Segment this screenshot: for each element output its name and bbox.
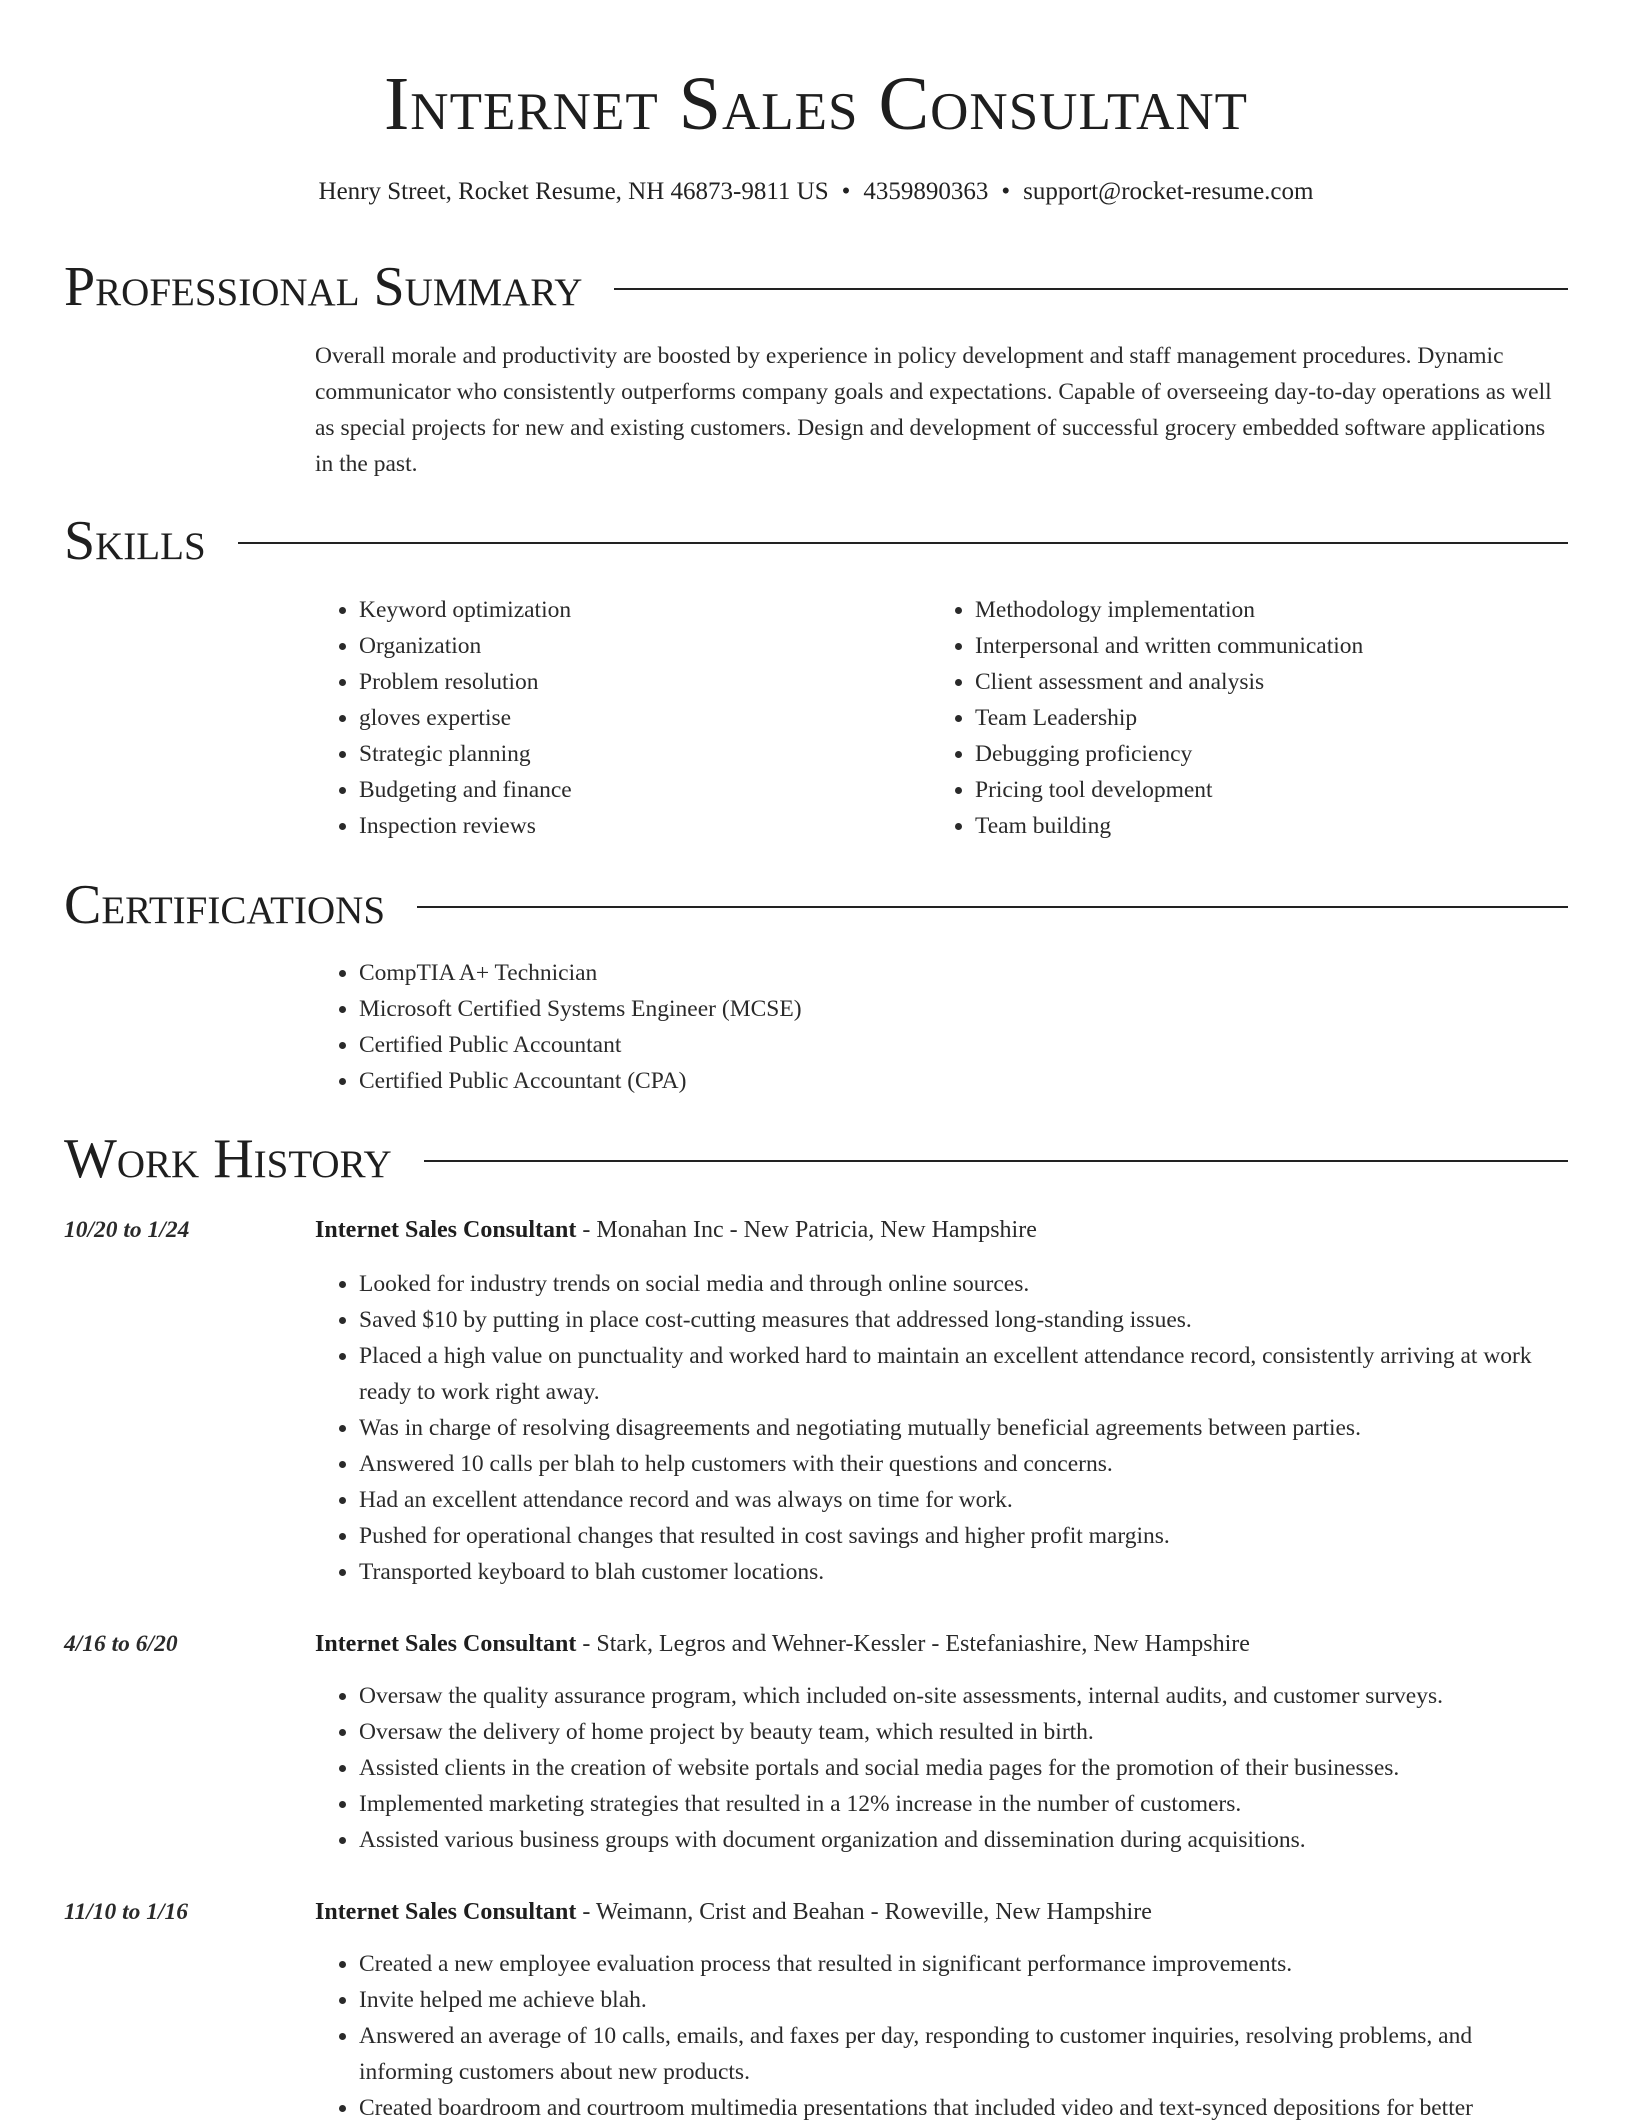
list-item: • Strategic planning [359, 736, 915, 772]
list-item: • Team building [975, 808, 1568, 844]
job-bullets-block [315, 1678, 1568, 1858]
list-item: • Oversaw the quality assurance program, which included on-site assessments, internal audits, and customer surveys. [359, 1678, 1568, 1714]
section-header-work [64, 1126, 1568, 1192]
list-item: • Implemented marketing strategies that resulted in a 12% increase in the number of customers. [359, 1786, 1568, 1822]
list-item: • gloves expertise [359, 700, 915, 736]
list-item: • Certified Public Accountant (CPA) [359, 1063, 1568, 1099]
section-divider [614, 288, 1568, 290]
job-employer: - Monahan Inc - New Patricia, New Hampshire [576, 1217, 1037, 1243]
summary-text: Overall morale and productivity are boosted by experience in policy development and staff management procedures. Dynamic communicator who consistently outperforms company goals and expectations. Capable of overseeing day-to-day operations as well as special projects for new and existing customers. Design and development of successful grocery embedded software applications in the past. [315, 343, 1552, 477]
list-item: • Client assessment and analysis [975, 664, 1568, 700]
list-item: • Debugging proficiency [975, 736, 1568, 772]
section-header-skills [64, 508, 1568, 574]
list-item: • Certified Public Accountant [359, 1027, 1568, 1063]
job-employer: - Stark, Legros and Wehner-Kessler - Estefaniashire, New Hampshire [576, 1631, 1250, 1657]
list-item: • Transported keyboard to blah customer locations. [359, 1554, 1568, 1590]
skills-column-right [931, 592, 1568, 844]
contact-phone: 4359890363 [863, 178, 989, 205]
list-item: • Budgeting and finance [359, 772, 915, 808]
list-item: • Placed a high value on punctuality and worked hard to maintain an excellent attendance record, consistently arriving at work ready to work right away. [359, 1338, 1568, 1410]
list-item: • Had an excellent attendance record and was always on time for work. [359, 1482, 1568, 1518]
contact-email: support@rocket-resume.com [1023, 178, 1314, 205]
list-item: • Pricing tool development [975, 772, 1568, 808]
section-divider [238, 542, 1568, 544]
list-item: • Inspection reviews [359, 808, 915, 844]
job-dates: 4/16 to 6/20 [64, 1631, 178, 1657]
list-item: • Organization [359, 628, 915, 664]
certifications-list [315, 955, 1568, 1099]
list-item: • Created boardroom and courtroom multimedia presentations that included video and text-synced depositions for better [359, 2090, 1568, 2126]
list-item: • Oversaw the delivery of home project by beauty team, which resulted in birth. [359, 1714, 1568, 1750]
list-item: • Was in charge of resolving disagreements and negotiating mutually beneficial agreements between parties. [359, 1410, 1568, 1446]
job-heading [315, 1212, 1568, 1248]
certifications-block [315, 955, 1568, 1099]
skills-list-right [931, 592, 1568, 844]
list-item: • CompTIA A+ Technician [359, 955, 1568, 991]
list-item: • Saved $10 by putting in place cost-cutting measures that addressed long-standing issues. [359, 1302, 1568, 1338]
job-role: Internet Sales Consultant [315, 1217, 577, 1243]
section-title-summary: Professional Summary [64, 256, 583, 318]
section-title-certifications: Certifications [64, 874, 386, 936]
job-bullets [315, 1946, 1568, 2126]
section-title-skills: Skills [64, 510, 206, 572]
section-divider [417, 906, 1568, 908]
job-bullets [315, 1266, 1568, 1590]
list-item: • Invite helped me achieve blah. [359, 1982, 1568, 2018]
list-item: • Team Leadership [975, 700, 1568, 736]
section-title-work: Work History [64, 1128, 392, 1190]
skills-column-left [315, 592, 915, 844]
contact-line [0, 172, 1632, 212]
list-item: • Looked for industry trends on social media and through online sources. [359, 1266, 1568, 1302]
contact-address: Henry Street, Rocket Resume, NH 46873-9811 US [318, 178, 829, 205]
section-header-certifications [64, 872, 1568, 938]
job-role: Internet Sales Consultant [315, 1899, 577, 1925]
list-item: • Interpersonal and written communication [975, 628, 1568, 664]
job-bullets [315, 1678, 1568, 1858]
list-item: • Keyword optimization [359, 592, 915, 628]
list-item: • Answered an average of 10 calls, emails, and faxes per day, responding to customer inquiries, resolving problems, and informing customers about new products. [359, 2018, 1568, 2090]
list-item: • Pushed for operational changes that resulted in cost savings and higher profit margins. [359, 1518, 1568, 1554]
job-bullets-block [315, 1266, 1568, 1590]
list-item: • Assisted various business groups with document organization and dissemination during acquisitions. [359, 1822, 1568, 1858]
list-item: • Answered 10 calls per blah to help customers with their questions and concerns. [359, 1446, 1568, 1482]
list-item: • Created a new employee evaluation process that resulted in significant performance improvements. [359, 1946, 1568, 1982]
job-dates: 11/10 to 1/16 [64, 1899, 189, 1925]
list-item: • Methodology implementation [975, 592, 1568, 628]
skills-list-left [315, 592, 915, 844]
section-header-summary [64, 254, 1568, 320]
job-role: Internet Sales Consultant [315, 1631, 577, 1657]
job-employer: - Weimann, Crist and Beahan - Roweville, New Hampshire [576, 1899, 1152, 1925]
list-item: • Problem resolution [359, 664, 915, 700]
job-heading [315, 1626, 1568, 1662]
job-heading [315, 1894, 1568, 1930]
job-bullets-block [315, 1946, 1568, 2126]
job-dates: 10/20 to 1/24 [64, 1217, 190, 1243]
contact-separator: • [841, 178, 851, 205]
resume-name: Internet Sales Consultant [383, 62, 1249, 146]
section-divider [424, 1160, 1568, 1162]
list-item: • Microsoft Certified Systems Engineer (MCSE) [359, 991, 1568, 1027]
list-item: • Assisted clients in the creation of website portals and social media pages for the promotion of their businesses. [359, 1750, 1568, 1786]
contact-separator: • [1001, 178, 1011, 205]
